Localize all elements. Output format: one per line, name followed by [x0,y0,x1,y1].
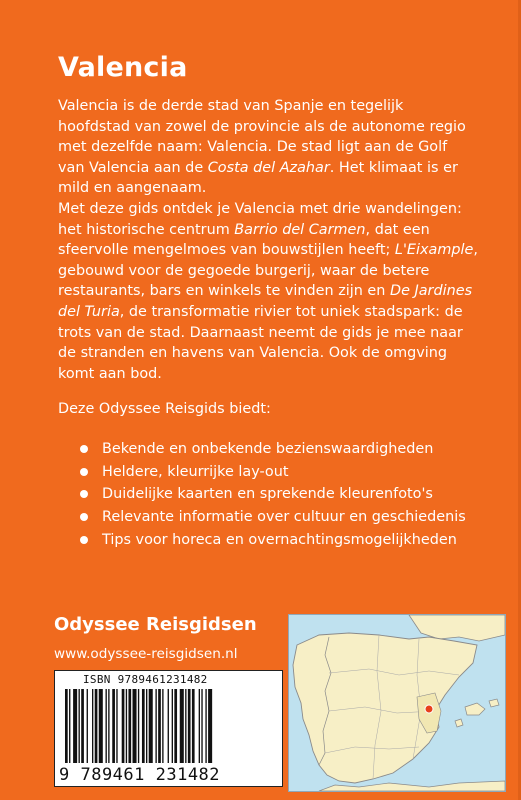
barcode-bar [126,689,127,763]
barcode-bar [108,689,109,763]
description-paragraph-2 [58,199,478,384]
barcode-bar [92,689,93,763]
list-item [58,528,478,551]
list-item [58,461,478,484]
publisher-name: Odyssee Reisgidsen [54,614,257,635]
emphasis-eixample: L'Eixample [394,242,474,259]
bullet-dot-icon [80,445,88,453]
barcode-bar [192,689,195,763]
barcode-bar [106,689,107,763]
barcode-bar [142,689,145,763]
barcode-bar [122,689,125,763]
text-segment: Met deze gids ontdek je Valencia met drie wandelingen: het historische centrum [58,200,462,238]
barcode-bar [138,689,139,763]
text-segment: Valencia is de derde stad van Spanje en tegelijk hoofdstad van zowel de provincie als de autonome regio met dezelfde naam: Valencia. De stad ligt aan de Golf van Valencia aan de [58,98,466,176]
spain-map [288,614,506,792]
barcode-bar [158,689,161,763]
description-paragraph-1 [58,96,478,199]
barcode-bar [73,689,77,763]
bullet-dot-icon [80,468,88,476]
isbn-label: ISBN 9789461231482 [83,673,208,686]
barcode-bar [185,689,186,763]
list-item-label: Tips voor horeca en overnachtingsmogelijkheden [102,531,457,548]
list-item [58,506,478,529]
barcode-bar [180,689,184,763]
barcode-bar [172,689,173,763]
list-item-label: Duidelijke kaarten en sprekende kleurenfoto's [102,486,433,503]
barcode-bar [133,689,137,763]
bullet-dot-icon [80,490,88,498]
barcode [54,670,283,787]
list-item-label: Bekende en onbekende bezienswaardigheden [102,441,434,458]
features-list [58,438,478,551]
barcode-bar [69,689,70,763]
publisher-website: www.odyssee-reisgidsen.nl [54,646,238,662]
features-intro: Deze Odyssee Reisgids biedt: [58,401,271,417]
barcode-bar [146,689,147,763]
barcode-bar [174,689,177,763]
list-item-label: Relevante informatie over cultuur en geschiedenis [102,509,466,526]
barcode-bar [149,689,153,763]
page-title: Valencia [58,52,188,83]
list-item [58,438,478,461]
location-marker-icon [425,705,433,713]
barcode-bar [87,689,88,763]
barcode-bar [208,689,212,763]
barcode-bar [99,689,103,763]
emphasis-barrio-del-carmen: Barrio del Carmen [234,221,366,238]
spain-map-graphic [289,615,505,791]
barcode-bar [81,689,84,763]
description [58,96,478,384]
emphasis-jardines-del-turia: De Jardines del Turia [58,283,473,320]
barcode-bar [168,689,169,763]
barcode-bar [128,689,131,763]
barcode-bar [188,689,191,763]
barcode-bar [201,689,202,763]
barcode-bar [199,689,200,763]
barcode-bar [162,689,163,763]
text-segment: , de transformatie rivier tot uniek stadspark: de trots van de stad. Daarnaast neemt de gids je mee naar de stranden en havens van Valencia. Ook de omgving komt aan bod. [58,303,463,382]
bullet-dot-icon [80,536,88,544]
bullet-dot-icon [80,513,88,521]
barcode-digits: 9 789461 231482 [59,765,221,785]
barcode-bar [112,689,115,763]
emphasis-costa-del-azahar: Costa del Azahar [207,159,330,176]
barcode-bar [65,689,68,763]
list-item [58,483,478,506]
barcode-bar [205,689,206,763]
text-segment: . Het klimaat is er mild en aangenaam. [58,159,458,197]
barcode-bar [95,689,98,763]
text-segment: , gebouwd voor de gegoede burgerij, waar de betere restaurants, bars en winkels te vinden zijn en [58,242,478,300]
barcode-bar [116,689,117,763]
text-segment: , dat een sfeervolle mengelmoes van bouwstijlen heeft; [58,221,430,259]
list-item-label: Heldere, kleurrijke lay-out [102,463,289,480]
barcode-bar [155,689,156,763]
barcode-bar [79,689,80,763]
